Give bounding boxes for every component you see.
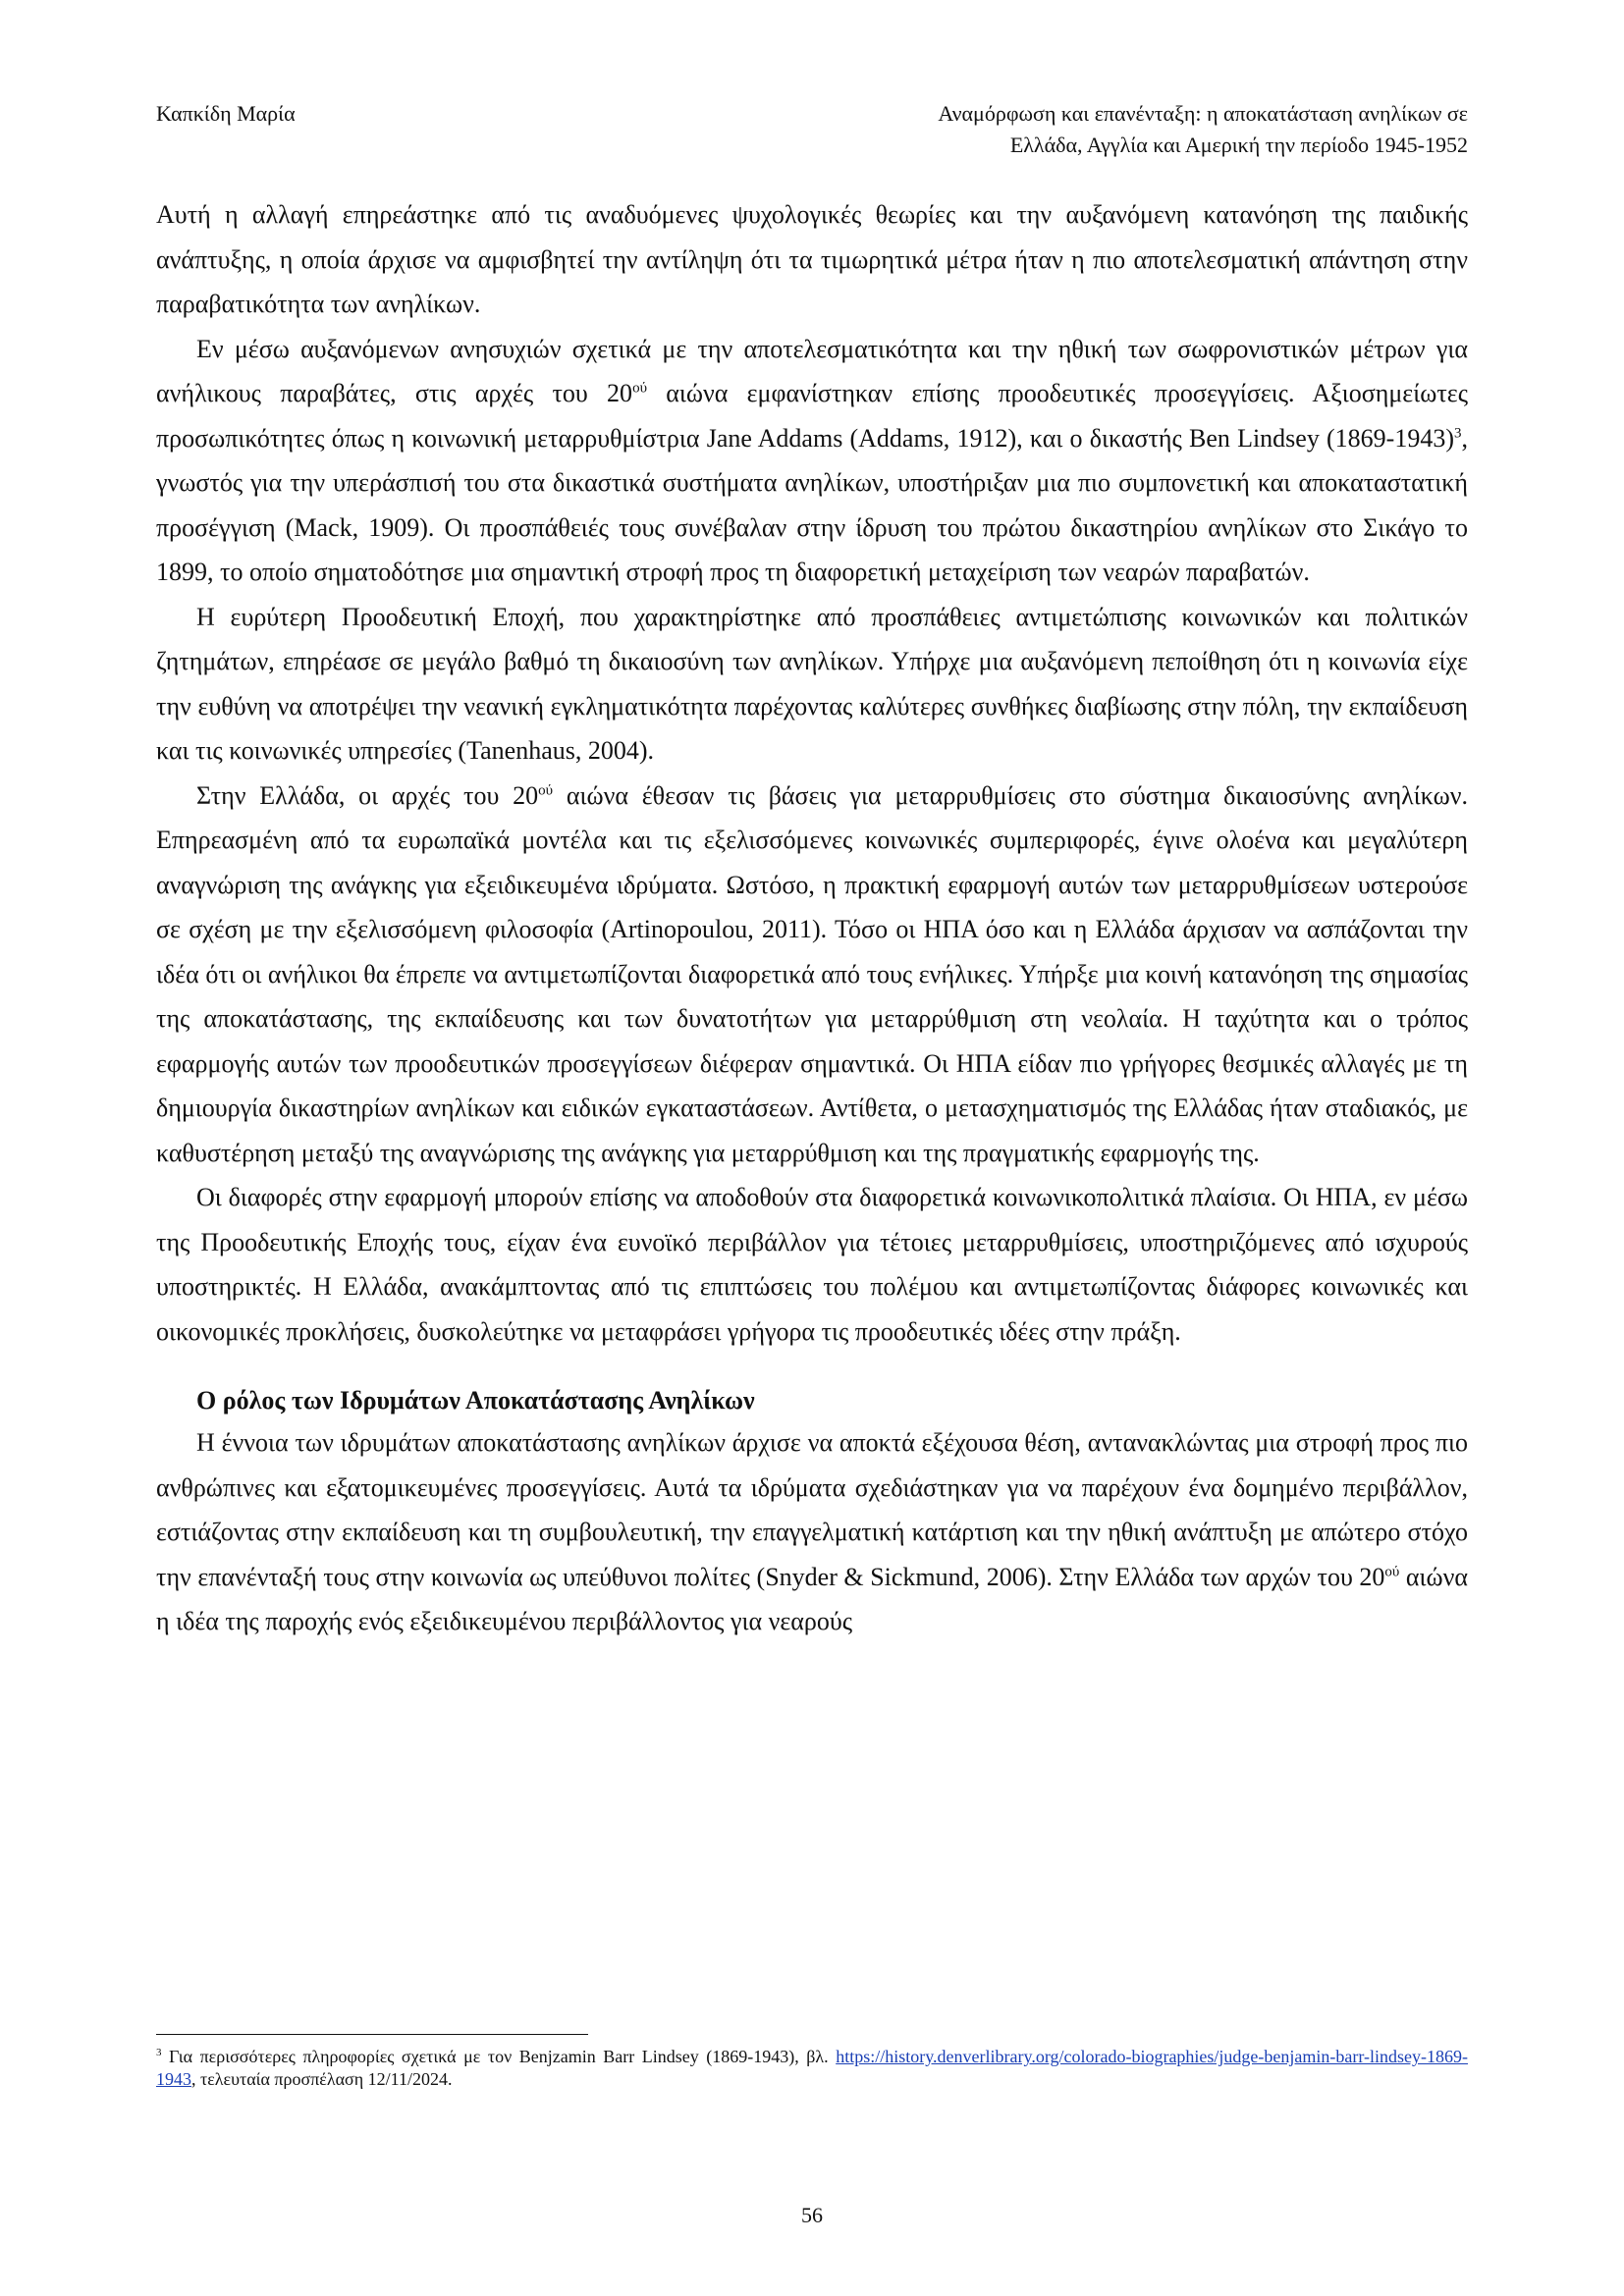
footnote-3 bbox=[156, 2046, 1468, 2091]
footnote-separator bbox=[156, 2034, 588, 2035]
paragraph-3: Η ευρύτερη Προοδευτική Εποχή, που χαρακτηρίστηκε από προσπάθειες αντιμετώπισης κοινωνικών και πολιτικών ζητημάτων, επηρέασε σε μεγάλο βαθμό τη δικαιοσύνη των ανηλίκων. Υπήρχε μια αυξανόμενη πεποίθηση ότι η κοινωνία είχε την ευθύνη να αποτρέψει την νεανική εγκληματικότητα παρέχοντας καλύτερες συνθήκες διαβίωσης στην πόλη, την εκπαίδευση και τις κοινωνικές υπηρεσίες (Tanenhaus, 2004). bbox=[156, 602, 1468, 765]
paragraph-4-part-b: αιώνα έθεσαν τις βάσεις για μεταρρυθμίσεις στο σύστημα δικαιοσύνης ανηλίκων. Επηρεασμένη από τα ευρωπαϊκά μοντέλα και τις εξελισσόμενες κοινωνικές συμπεριφορές, έγινε ολοένα και μεγαλύτερη αναγνώριση της ανάγκης για εξειδικευμένα ιδρύματα. Ωστόσο, η πρακτική εφαρμογή αυτών των μεταρρυθμίσεων υστερούσε σε σχέση με την εξελισσόμενη φιλοσοφία (Artinopoulou, 2011). Τόσο οι ΗΠΑ όσο και η Ελλάδα άρχισαν να ασπάζονται την ιδέα ότι οι ανήλικοι θα έπρεπε να αντιμετωπίζονται διαφορετικά από τους ενήλικες. Υπήρξε μια κοινή κατανόηση της σημασίας της αποκατάστασης, της εκπαίδευσης και των δυνατοτήτων για μεταρρύθμιση στη νεολαία. Η ταχύτητα και ο τρόπος εφαρμογής αυτών των προοδευτικών προσεγγίσεων διέφεραν σημαντικά. Οι ΗΠΑ είδαν πιο γρήγορες θεσμικές αλλαγές με τη δημιουργία δικαστηρίων ανηλίκων και ειδικών εγκαταστάσεων. Αντίθετα, ο μετασχηματισμός της Ελλάδας ήταν σταδιακός, με καθυστέρηση μεταξύ της αναγνώρισης της ανάγκης για μεταρρύθμιση και της πραγματικής εφαρμογής της. bbox=[156, 780, 1468, 1167]
paragraph-4-part-a: Στην Ελλάδα, οι αρχές του 20 bbox=[196, 780, 539, 810]
body-text bbox=[156, 192, 1468, 1644]
header-title-line-2: Ελλάδα, Αγγλία και Αμερική την περίοδο 1945-1952 bbox=[1009, 133, 1468, 157]
paragraph-2-part-b: αιώνα εμφανίστηκαν επίσης προοδευτικές προσεγγίσεις. Αξιοσημείωτες προσωπικότητες όπως η κοινωνική μεταρρυθμίστρια Jane Addams (Addams, 1912), και ο δικαστής Ben Lindsey (1869-1943) bbox=[156, 379, 1468, 453]
paragraph-2-part-a: Εν μέσω αυξανόμενων ανησυχιών σχετικά με την αποτελεσματικότητα και την ηθική των σωφρονιστικών μέτρων για ανήλικους παραβάτες, στις αρχές του 20 bbox=[156, 334, 1468, 407]
paragraph-4 bbox=[156, 774, 1468, 1176]
paragraph-6-part-a: Η έννοια των ιδρυμάτων αποκατάστασης ανηλίκων άρχισε να αποκτά εξέχουσα θέση, αντανακλώντας μια στροφή προς πιο ανθρώπινες και εξατομικευμένες προσεγγίσεις. Αυτά τα ιδρύματα σχεδιάστηκαν για να παρέχουν ένα δομημένο περιβάλλον, εστιάζοντας στην εκπαίδευση και τη συμβουλευτική, την επαγγελματική κατάρτιση και την ηθική ανάπτυξη με απώτερο στόχο την επανένταξή τους στην κοινωνία ως υπεύθυνοι πολίτες (Snyder & Sickmund, 2006). Στην Ελλάδα των αρχών του 20 bbox=[156, 1428, 1468, 1591]
paragraph-6 bbox=[156, 1420, 1468, 1644]
paragraph-2 bbox=[156, 327, 1468, 595]
header-title bbox=[761, 98, 1468, 161]
footnote-reference-3[interactable]: 3 bbox=[1454, 424, 1462, 441]
footnote-link[interactable]: https://history.denverlibrary.org/colorado-biographies/judge-benjamin-barr-lindsey-1869-1943 bbox=[156, 2047, 1468, 2089]
paragraph-6-part-b: αιώνα η ιδέα της παροχής ενός εξειδικευμένου περιβάλλοντος για νεαρούς bbox=[156, 1562, 1468, 1635]
header-author: Καπκίδη Μαρία bbox=[156, 101, 296, 126]
footnote-text: Για περισσότερες πληροφορίες σχετικά με τον Benjzamin Barr Lindsey (1869-1943), βλ. bbox=[161, 2047, 837, 2066]
ordinal-superscript: ού bbox=[538, 781, 554, 798]
ordinal-superscript: ού bbox=[632, 380, 647, 397]
paragraph-2-part-c: , γνωστός για την υπεράσπισή του στα δικαστικά συστήματα ανηλίκων, υποστήριξαν μια πιο συμπονετική και αποκαταστατική προσέγγιση (Mack, 1909). Οι προσπάθειές τους συνέβαλαν στην ίδρυση του πρώτου δικαστηρίου ανηλίκων στο Σικάγο το 1899, το οποίο σηματοδότησε μια σημαντική στροφή προς τη διαφορετική μεταχείριση των νεαρών παραβατών. bbox=[156, 423, 1468, 586]
section-heading: Ο ρόλος των Ιδρυμάτων Αποκατάστασης Ανηλίκων bbox=[196, 1386, 755, 1415]
footnote-marker: 3 bbox=[156, 2047, 162, 2058]
header-title-line-1: Αναμόρφωση και επανένταξη: η αποκατάσταση ανηλίκων σε bbox=[938, 101, 1468, 126]
page-number: 56 bbox=[801, 2203, 823, 2227]
footnote-access-date: , τελευταία προσπέλαση 12/11/2024. bbox=[191, 2069, 453, 2089]
ordinal-superscript: ού bbox=[1384, 1563, 1400, 1579]
paragraph-1: Αυτή η αλλαγή επηρεάστηκε από τις αναδυόμενες ψυχολογικές θεωρίες και την αυξανόμενη κατανόηση της παιδικής ανάπτυξης, η οποία άρχισε να αμφισβητεί την αντίληψη ότι τα τιμωρητικά μέτρα ήταν η πιο αποτελεσματική απάντηση στην παραβατικότητα των ανηλίκων. bbox=[156, 200, 1468, 318]
paragraph-5: Οι διαφορές στην εφαρμογή μπορούν επίσης να αποδοθούν στα διαφορετικά κοινωνικοπολιτικά πλαίσια. Οι ΗΠΑ, εν μέσω της Προοδευτικής Εποχής τους, είχαν ένα ευνοϊκό περιβάλλον για τέτοιες μεταρρυθμίσεις, υποστηριζόμενες από ισχυρούς υποστηρικτές. Η Ελλάδα, ανακάμπτοντας από τις επιπτώσεις του πολέμου και αντιμετωπίζοντας διάφορες κοινωνικές και οικονομικές προκλήσεις, δυσκολεύτηκε να μεταφράσει γρήγορα τις προοδευτικές ιδέες στην πράξη. bbox=[156, 1183, 1468, 1346]
document-page bbox=[156, 0, 1468, 2296]
